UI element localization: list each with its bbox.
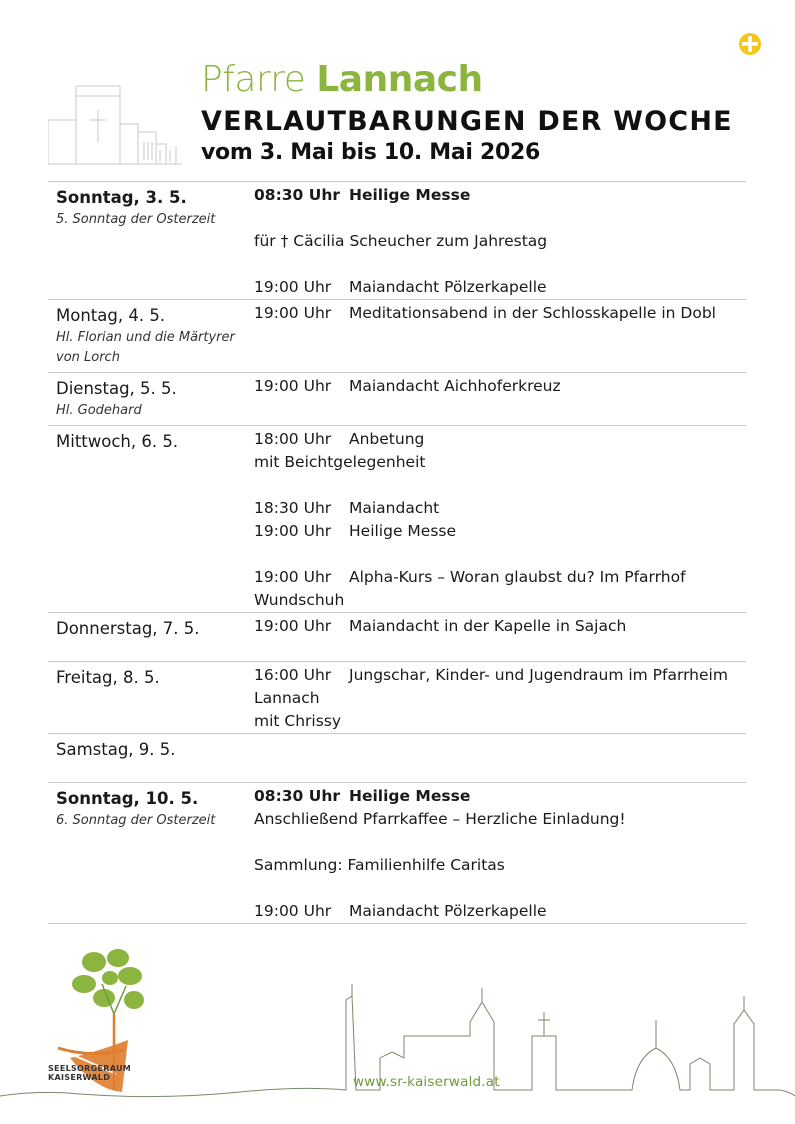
- events-column: [254, 613, 746, 661]
- church-sketch-icon: [48, 84, 182, 166]
- spacer: [254, 474, 746, 497]
- spacer: [254, 207, 746, 230]
- parish-name: [201, 58, 761, 102]
- event-line: [254, 900, 746, 923]
- event-line: [254, 302, 746, 325]
- day-column: [48, 783, 254, 923]
- event-line: [254, 375, 746, 398]
- website-link[interactable]: www.sr-kaiserwald.at: [353, 1074, 500, 1090]
- weekly-schedule: [48, 181, 746, 924]
- day-name: Montag, 4. 5.: [56, 306, 166, 325]
- event-line: [254, 520, 746, 543]
- spacer: [254, 736, 746, 759]
- event-text: Maiandacht Pölzerkapelle: [349, 902, 547, 920]
- day-row: [48, 373, 746, 426]
- event-time: 19:00 Uhr: [254, 522, 332, 540]
- event-line: [254, 276, 746, 299]
- sr-line-1: SEELSORGERAUM: [48, 1064, 132, 1073]
- day-column: [48, 613, 254, 661]
- page-title: VERLAUTBARUNGEN DER WOCHE: [201, 106, 733, 137]
- events-column: [254, 300, 746, 372]
- spacer: [254, 831, 746, 854]
- day-column: [48, 734, 254, 782]
- spacer: [254, 877, 746, 900]
- day-name: Sonntag, 10. 5.: [56, 789, 199, 808]
- events-column: [254, 734, 746, 782]
- spacer: [254, 253, 746, 276]
- event-time: 19:00 Uhr: [254, 278, 332, 296]
- event-time: 18:30 Uhr: [254, 499, 332, 517]
- day-row: [48, 426, 746, 613]
- date-range: vom 3. Mai bis 10. Mai 2026: [201, 140, 541, 165]
- event-text: Maiandacht Pölzerkapelle: [349, 278, 547, 296]
- day-row: [48, 783, 746, 924]
- spacer: [254, 638, 746, 661]
- seelsorgeraum-wordmark: [48, 1064, 131, 1082]
- day-column: [48, 373, 254, 425]
- event-time: 18:00 Uhr: [254, 430, 332, 448]
- events-column: [254, 662, 746, 733]
- day-row: [48, 182, 746, 300]
- event-line: [254, 428, 746, 451]
- event-line: [254, 615, 746, 638]
- events-column: [254, 182, 746, 299]
- liturgical-note: Hl. Godehard: [56, 403, 142, 418]
- event-text: Sammlung: Familienhilfe Caritas: [254, 856, 505, 874]
- event-line: [254, 184, 746, 207]
- event-text: Anschließend Pfarrkaffee – Herzliche Einladung!: [254, 810, 626, 828]
- liturgical-note: 6. Sonntag der Osterzeit: [56, 813, 216, 828]
- event-text: Jungschar, Kinder- und Jugendraum im Pfarrheim: [349, 666, 728, 684]
- spacer: [254, 759, 746, 782]
- event-line: [254, 808, 746, 831]
- day-name: Freitag, 8. 5.: [56, 668, 160, 687]
- event-text: Maiandacht in der Kapelle in Sajach: [349, 617, 627, 635]
- event-line: [254, 451, 746, 474]
- event-text: Maiandacht: [349, 499, 440, 517]
- yellow-cross-circle-icon: [738, 32, 762, 56]
- events-column: [254, 426, 746, 612]
- events-column: [254, 373, 746, 425]
- day-row: [48, 662, 746, 734]
- day-column: [48, 662, 254, 733]
- event-text: Heilige Messe: [349, 186, 471, 204]
- town-skyline-illustration: [0, 940, 795, 1124]
- event-line: [254, 566, 746, 589]
- event-line: [254, 664, 746, 687]
- parish-town: Lannach: [316, 59, 483, 100]
- liturgical-note: von Lorch: [56, 350, 120, 365]
- day-row: [48, 300, 746, 373]
- day-column: [48, 426, 254, 612]
- event-text: mit Chrissy: [254, 712, 342, 730]
- event-line: [254, 854, 746, 877]
- event-text: Anbetung: [349, 430, 425, 448]
- day-column: [48, 300, 254, 372]
- event-text: Alpha-Kurs – Woran glaubst du? Im Pfarrhof: [349, 568, 686, 586]
- event-line: [254, 785, 746, 808]
- event-time: 19:00 Uhr: [254, 617, 332, 635]
- event-line: [254, 687, 746, 710]
- event-line: [254, 230, 746, 253]
- event-text: Heilige Messe: [349, 522, 457, 540]
- day-row: [48, 734, 746, 783]
- event-time: 16:00 Uhr: [254, 666, 332, 684]
- title-block: [201, 58, 761, 168]
- event-line: [254, 710, 746, 733]
- event-text: Maiandacht Aichhoferkreuz: [349, 377, 561, 395]
- parish-prefix: Pfarre: [201, 59, 306, 100]
- day-name: Dienstag, 5. 5.: [56, 379, 177, 398]
- day-name: Donnerstag, 7. 5.: [56, 619, 200, 638]
- liturgical-note: Hl. Florian und die Märtyrer: [56, 330, 235, 345]
- event-text: Heilige Messe: [349, 787, 471, 805]
- day-name: Samstag, 9. 5.: [56, 740, 176, 759]
- event-line: [254, 589, 746, 612]
- event-time: 08:30 Uhr: [254, 787, 340, 805]
- event-time: 19:00 Uhr: [254, 568, 332, 586]
- event-time: 19:00 Uhr: [254, 377, 332, 395]
- event-text: Wundschuh: [254, 591, 345, 609]
- day-row: [48, 613, 746, 662]
- event-time: 19:00 Uhr: [254, 902, 332, 920]
- event-time: 08:30 Uhr: [254, 186, 340, 204]
- spacer: [254, 543, 746, 566]
- day-column: [48, 182, 254, 299]
- event-time: 19:00 Uhr: [254, 304, 332, 322]
- event-text: für † Cäcilia Scheucher zum Jahrestag: [254, 232, 548, 250]
- event-text: Meditationsabend in der Schlosskapelle in Dobl: [349, 304, 716, 322]
- liturgical-note: 5. Sonntag der Osterzeit: [56, 212, 216, 227]
- events-column: [254, 783, 746, 923]
- sr-line-2: KAISERWALD: [48, 1073, 111, 1082]
- event-line: [254, 497, 746, 520]
- event-text: Lannach: [254, 689, 320, 707]
- event-text: mit Beichtgelegenheit: [254, 453, 426, 471]
- day-name: Mittwoch, 6. 5.: [56, 432, 179, 451]
- day-name: Sonntag, 3. 5.: [56, 188, 187, 207]
